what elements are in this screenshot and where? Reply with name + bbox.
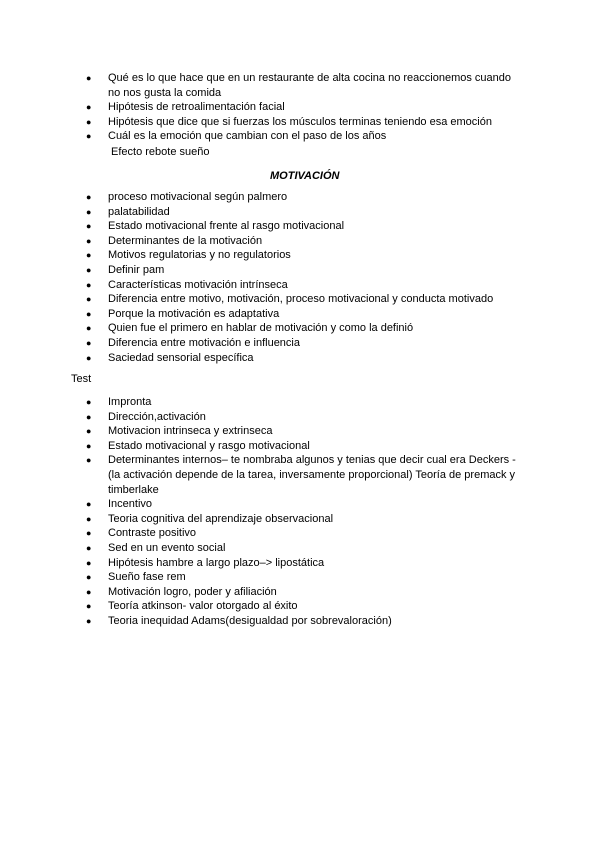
bullet-icon: ● <box>86 264 92 275</box>
list-item <box>86 336 526 351</box>
sub-line-text: Efecto rebote sueño <box>111 146 210 158</box>
list-item <box>86 278 526 293</box>
list-item <box>86 205 526 220</box>
bullet-icon: ● <box>86 308 92 319</box>
bullet-icon: ● <box>86 102 92 113</box>
list-item-text: proceso motivacional según palmero <box>108 191 288 203</box>
list-item-text: Estado motivacional y rasgo motivacional <box>108 439 310 452</box>
list-item-text: Motivos regulatorias y no regulatorios <box>108 249 291 262</box>
bullet-icon: ● <box>86 206 92 217</box>
bullet-icon: ● <box>86 528 92 539</box>
list-item <box>86 614 526 629</box>
bullet-icon: ● <box>86 411 92 422</box>
bullet-icon: ● <box>86 279 92 290</box>
list-item <box>86 115 526 130</box>
list-item <box>86 129 526 144</box>
question-list-emotion <box>86 71 526 144</box>
bullet-icon: ● <box>86 337 92 348</box>
list-item <box>86 453 526 497</box>
list-item <box>86 497 526 512</box>
bullet-icon: ● <box>86 615 92 626</box>
list-item-text: Sueño fase rem <box>108 571 186 584</box>
bullet-icon: ● <box>86 131 92 142</box>
bullet-icon: ● <box>86 513 92 524</box>
list-item <box>86 556 526 571</box>
bullet-icon: ● <box>86 116 92 127</box>
list-item-text: Impronta <box>108 396 152 408</box>
list-item <box>86 351 526 366</box>
list-item-text: Características motivación intrínseca <box>108 278 288 291</box>
bullet-icon: ● <box>86 586 92 597</box>
list-item-text: Dirección,activación <box>108 410 206 423</box>
bullet-icon: ● <box>86 426 92 437</box>
bullet-icon: ● <box>86 192 92 202</box>
list-item <box>86 512 526 527</box>
list-item <box>86 395 526 410</box>
list-item-text: Diferencia entre motivo, motivación, proceso motivacional y conducta motivado <box>108 293 494 306</box>
list-item <box>86 410 526 425</box>
list-item-text: Motivación logro, poder y afiliación <box>108 585 277 598</box>
list-item-text: Hipótesis de retroalimentación facial <box>108 101 285 114</box>
list-item-text: Teoria cognitiva del aprendizaje observacional <box>108 512 334 525</box>
bullet-icon: ● <box>86 73 92 83</box>
bullet-icon: ● <box>86 250 92 261</box>
bullet-icon: ● <box>86 352 92 363</box>
list-item <box>86 248 526 263</box>
list-item <box>86 263 526 278</box>
list-item-text: Incentivo <box>108 498 153 511</box>
list-item-text: Definir pam <box>108 263 165 276</box>
list-item <box>86 570 526 585</box>
bullet-icon: ● <box>86 235 92 246</box>
list-item-text: Porque la motivación es adaptativa <box>108 307 280 320</box>
list-item <box>86 307 526 322</box>
section-heading: MOTIVACIÓN <box>270 170 340 182</box>
list-item <box>86 321 526 336</box>
list-item-text: palatabilidad <box>108 205 170 218</box>
list-item <box>86 585 526 600</box>
bullet-icon: ● <box>86 601 92 612</box>
list-item-text: Teoria inequidad Adams(desigualdad por sobrevaloración) <box>108 614 392 627</box>
bullet-icon: ● <box>86 294 92 305</box>
test-question-list <box>86 395 526 629</box>
list-item-text: Determinantes internos– te nombraba algunos y tenias que decir cual era Deckers - (la activación depende de la tarea, inversamente proporcional) Teoría de premack y timberlake <box>108 454 516 496</box>
list-item <box>86 439 526 454</box>
list-item <box>86 599 526 614</box>
bullet-icon: ● <box>86 323 92 334</box>
question-list-motivation <box>86 190 526 365</box>
list-item-text: Motivacion intrinseca y extrinseca <box>108 425 273 438</box>
list-item <box>86 541 526 556</box>
list-item-text: Diferencia entre motivación e influencia <box>108 336 300 349</box>
bullet-icon: ● <box>86 542 92 553</box>
list-item-text: Qué es lo que hace que en un restaurante de alta cocina no reaccionemos cuando no nos gusta la comida <box>108 72 511 99</box>
list-item-text: Sed en un evento social <box>108 541 226 554</box>
bullet-icon: ● <box>86 455 92 466</box>
list-item <box>86 100 526 115</box>
bullet-icon: ● <box>86 440 92 451</box>
list-item-text: Saciedad sensorial específica <box>108 351 254 364</box>
list-item-text: Teoría atkinson- valor otorgado al éxito <box>108 600 298 613</box>
list-item <box>86 424 526 439</box>
list-item <box>86 526 526 541</box>
test-label: Test <box>71 373 92 385</box>
list-item-text: Determinantes de la motivación <box>108 234 263 247</box>
list-item <box>86 219 526 234</box>
bullet-icon: ● <box>86 221 92 232</box>
list-item <box>86 234 526 249</box>
list-item-text: Estado motivacional frente al rasgo motivacional <box>108 220 345 233</box>
list-item-text: Hipótesis que dice que si fuerzas los músculos terminas teniendo esa emoción <box>108 115 492 128</box>
list-item <box>86 292 526 307</box>
list-item-text: Quien fue el primero en hablar de motivación y como la definió <box>108 322 414 335</box>
bullet-icon: ● <box>86 499 92 510</box>
list-item-text: Cuál es la emoción que cambian con el paso de los años <box>108 130 387 143</box>
list-item-text: Contraste positivo <box>108 527 197 540</box>
bullet-icon: ● <box>86 397 92 407</box>
list-item <box>86 190 526 205</box>
list-item <box>86 71 526 100</box>
list-item-text: Hipótesis hambre a largo plazo–> lipostática <box>108 556 325 569</box>
bullet-icon: ● <box>86 557 92 568</box>
bullet-icon: ● <box>86 572 92 583</box>
